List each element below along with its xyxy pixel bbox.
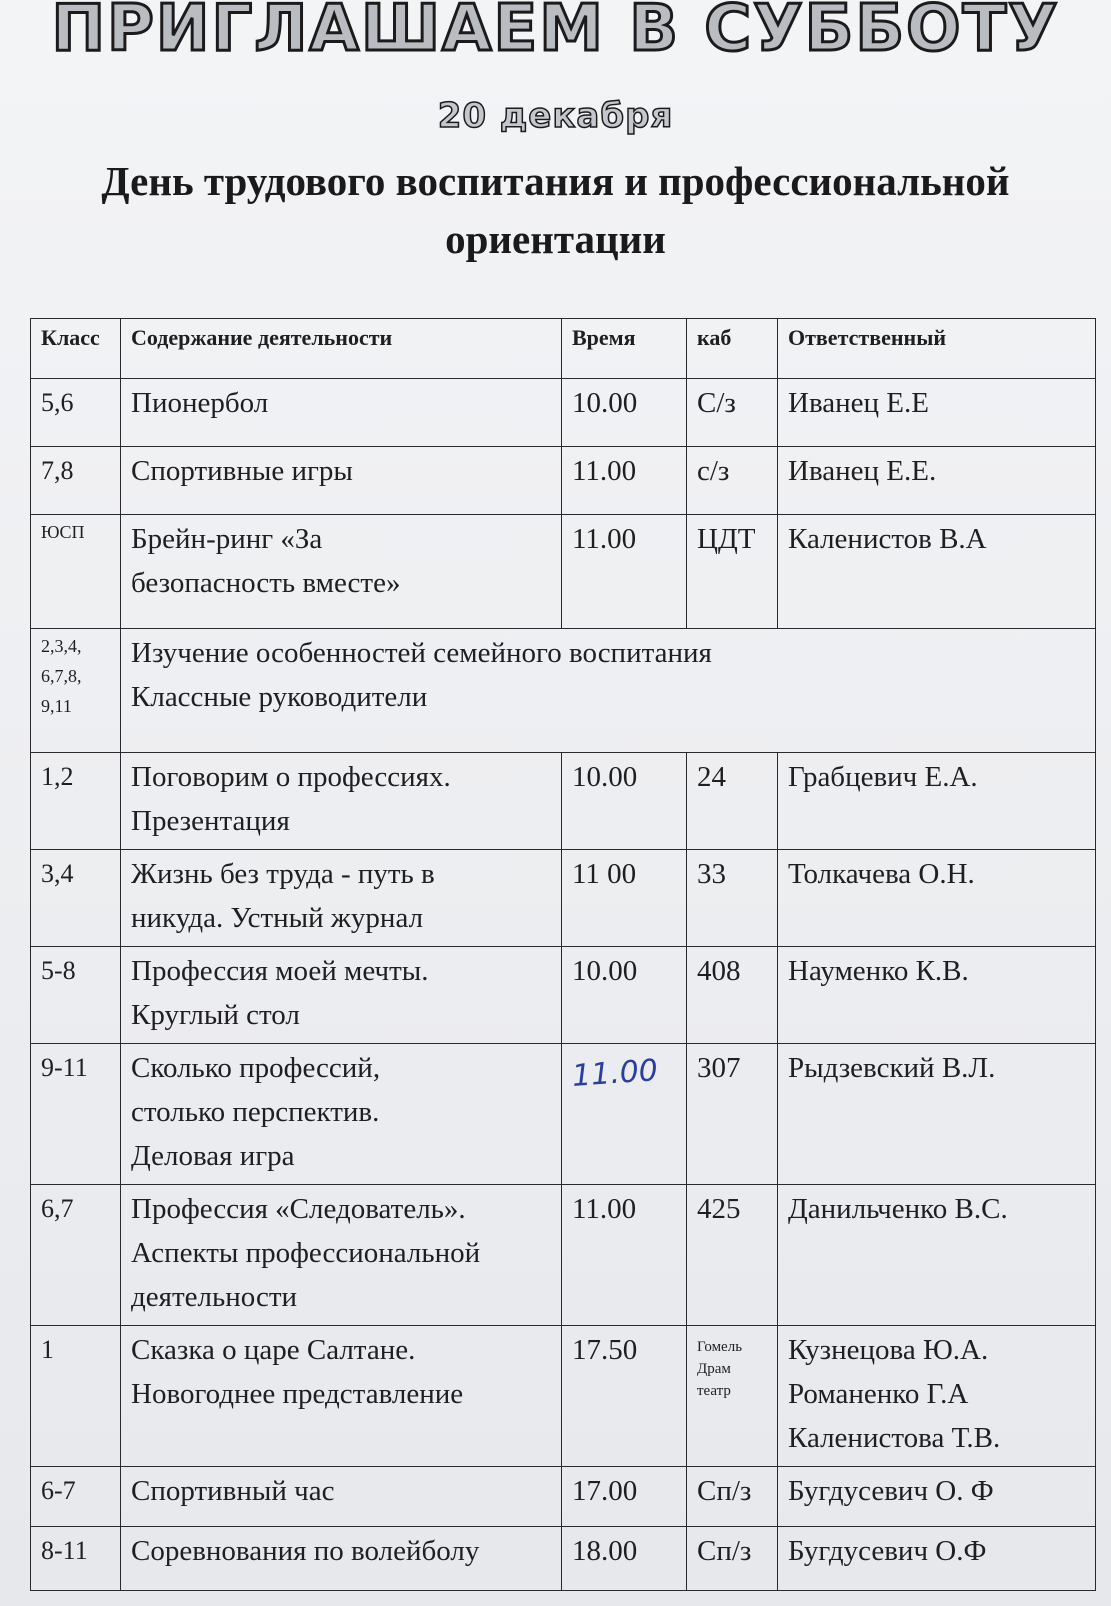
- cell-room: [687, 947, 778, 1044]
- room-text: Сп/з: [697, 1475, 752, 1507]
- responsible-text: Толкачева О.Н.: [788, 858, 975, 890]
- cell-class: [31, 629, 121, 753]
- cell-responsible: [778, 515, 1096, 629]
- responsible-text: Рыдзевский В.Л.: [788, 1052, 996, 1084]
- handwritten-time: 11.00: [570, 1053, 659, 1094]
- column-header-responsible: Ответственный: [778, 319, 1096, 379]
- room-text: с/з: [697, 455, 730, 487]
- activity-text: Поговорим о профессиях.: [131, 761, 451, 793]
- class-text: ЮСП: [41, 522, 85, 542]
- class-text: 5-8: [41, 956, 76, 985]
- cell-time: [562, 1527, 687, 1591]
- activity-text: Сказка о царе Салтане.: [131, 1334, 416, 1366]
- table-row: [31, 1185, 1096, 1326]
- class-text: 6-7: [41, 1476, 76, 1505]
- cell-class: [31, 1185, 121, 1326]
- table-header-row: [31, 319, 1096, 379]
- cell-time: [562, 1044, 687, 1185]
- cell-class: [31, 515, 121, 629]
- cell-responsible: [778, 447, 1096, 515]
- cell-class: [31, 753, 121, 850]
- cell-activity: [121, 850, 562, 947]
- cell-time: [562, 447, 687, 515]
- cell-activity: [121, 447, 562, 515]
- cell-time: [562, 1467, 687, 1527]
- activity-text: никуда. Устный журнал: [131, 902, 424, 934]
- activity-text: Изучение особенностей семейного воспитания: [131, 637, 712, 669]
- responsible-text: Иванец Е.Е.: [788, 455, 937, 487]
- cell-responsible: [778, 1527, 1096, 1591]
- class-text: 2,3,4,: [41, 636, 82, 656]
- activity-text: Презентация: [131, 805, 290, 837]
- cell-time: [562, 947, 687, 1044]
- title-line-2: ориентации: [445, 216, 666, 262]
- activity-text: Спортивный час: [131, 1475, 335, 1507]
- responsible-text: Каленистов В.А: [788, 523, 987, 555]
- cell-activity: [121, 1467, 562, 1527]
- table-row: [31, 1467, 1096, 1527]
- responsible-text: Иванец Е.Е: [788, 387, 929, 419]
- responsible-text: Бугдусевич О. Ф: [788, 1475, 994, 1507]
- table-row: [31, 629, 1096, 753]
- room-text: театр: [697, 1383, 731, 1399]
- cell-class: [31, 947, 121, 1044]
- time-text: 11.00: [572, 455, 637, 487]
- activity-text: деятельности: [131, 1281, 298, 1313]
- class-text: 5,6: [41, 388, 74, 417]
- time-text: 10.00: [572, 761, 638, 793]
- column-header-time: Время: [562, 319, 687, 379]
- class-text: 7,8: [41, 456, 74, 485]
- event-title: [0, 152, 1111, 268]
- room-text: 425: [697, 1193, 741, 1225]
- activity-text: Спортивные игры: [131, 455, 353, 487]
- table-row: [31, 947, 1096, 1044]
- cell-activity: [121, 1185, 562, 1326]
- activity-text: Деловая игра: [131, 1140, 295, 1172]
- cell-activity: [121, 753, 562, 850]
- table-row: [31, 753, 1096, 850]
- table-row: [31, 447, 1096, 515]
- class-text: 1: [41, 1335, 54, 1364]
- class-text: 8-11: [41, 1536, 88, 1565]
- activity-text: безопасность вместе»: [131, 567, 401, 599]
- cell-responsible: [778, 1044, 1096, 1185]
- class-text: 6,7: [41, 1194, 74, 1223]
- cell-room: [687, 379, 778, 447]
- cell-responsible: [778, 947, 1096, 1044]
- activity-text: Пионербол: [131, 387, 269, 419]
- responsible-text: Кузнецова Ю.А.: [788, 1334, 989, 1366]
- cell-class: [31, 1044, 121, 1185]
- cell-room: [687, 1467, 778, 1527]
- table-row: [31, 1326, 1096, 1467]
- time-text: 10.00: [572, 955, 638, 987]
- activity-text: столько перспектив.: [131, 1096, 380, 1128]
- cell-responsible: [778, 1467, 1096, 1527]
- responsible-text: Науменко К.В.: [788, 955, 969, 987]
- room-text: 33: [697, 858, 726, 890]
- cell-activity: [121, 629, 1096, 753]
- cell-room: [687, 850, 778, 947]
- class-text: 9-11: [41, 1053, 88, 1082]
- time-text: 17.50: [572, 1334, 638, 1366]
- cell-activity: [121, 379, 562, 447]
- class-text: 1,2: [41, 762, 74, 791]
- cell-time: [562, 1185, 687, 1326]
- room-text: 408: [697, 955, 741, 987]
- cell-responsible: [778, 1185, 1096, 1326]
- cell-activity: [121, 947, 562, 1044]
- class-text: 3,4: [41, 859, 74, 888]
- headline: ПРИГЛАШАЕМ В СУББОТУ: [51, 0, 1060, 66]
- class-text: 6,7,8,: [41, 666, 82, 686]
- activity-text: Круглый стол: [131, 999, 300, 1031]
- cell-room: [687, 1185, 778, 1326]
- column-header-activity: Содержание деятельности: [121, 319, 562, 379]
- cell-room: [687, 1527, 778, 1591]
- room-text: Драм: [697, 1361, 731, 1377]
- cell-room: [687, 1326, 778, 1467]
- time-text: 17.00: [572, 1475, 638, 1507]
- time-text: 11.00: [572, 523, 637, 555]
- room-text: С/з: [697, 387, 736, 419]
- cell-class: [31, 1527, 121, 1591]
- activity-text: Брейн-ринг «За: [131, 523, 323, 555]
- cell-class: [31, 1467, 121, 1527]
- activity-text: Новогоднее представление: [131, 1378, 464, 1410]
- cell-activity: [121, 515, 562, 629]
- cell-activity: [121, 1326, 562, 1467]
- cell-class: [31, 1326, 121, 1467]
- activity-text: Соревнования по волейболу: [131, 1535, 480, 1567]
- cell-activity: [121, 1527, 562, 1591]
- cell-time: [562, 515, 687, 629]
- responsible-text: Данильченко В.С.: [788, 1193, 1008, 1225]
- room-text: Сп/з: [697, 1535, 752, 1567]
- class-text: 9,11: [41, 696, 72, 716]
- room-text: 307: [697, 1052, 741, 1084]
- cell-class: [31, 447, 121, 515]
- cell-activity: [121, 1044, 562, 1185]
- column-header-room: каб: [687, 319, 778, 379]
- room-text: ЦДТ: [697, 523, 756, 555]
- cell-room: [687, 447, 778, 515]
- table-row: [31, 1044, 1096, 1185]
- event-date: 20 декабря: [437, 96, 674, 136]
- time-text: 11.00: [572, 1193, 637, 1225]
- table-row: [31, 850, 1096, 947]
- cell-room: [687, 753, 778, 850]
- cell-responsible: [778, 379, 1096, 447]
- cell-room: [687, 1044, 778, 1185]
- responsible-text: Бугдусевич О.Ф: [788, 1535, 987, 1567]
- room-text: Гомель: [697, 1339, 743, 1355]
- activity-text: Классные руководители: [131, 681, 428, 713]
- schedule-table: [30, 318, 1096, 1591]
- responsible-text: Каленистова Т.В.: [788, 1422, 1001, 1454]
- time-text: 18.00: [572, 1535, 638, 1567]
- activity-text: Сколько профессий,: [131, 1052, 381, 1084]
- activity-text: Профессия моей мечты.: [131, 955, 429, 987]
- title-line-1: День трудового воспитания и профессиональной: [101, 158, 1010, 204]
- activity-text: Жизнь без труда - путь в: [131, 858, 435, 890]
- responsible-text: Романенко Г.А: [788, 1378, 969, 1410]
- cell-responsible: [778, 753, 1096, 850]
- cell-responsible: [778, 850, 1096, 947]
- table-row: [31, 379, 1096, 447]
- cell-time: [562, 1326, 687, 1467]
- responsible-text: Грабцевич Е.А.: [788, 761, 978, 793]
- cell-time: [562, 753, 687, 850]
- table-row: [31, 1527, 1096, 1591]
- room-text: 24: [697, 761, 726, 793]
- time-text: 11 00: [572, 858, 637, 890]
- cell-class: [31, 379, 121, 447]
- table-row: [31, 515, 1096, 629]
- cell-class: [31, 850, 121, 947]
- cell-room: [687, 515, 778, 629]
- column-header-class: Класс: [31, 319, 121, 379]
- activity-text: Профессия «Следователь».: [131, 1193, 466, 1225]
- cell-time: [562, 379, 687, 447]
- time-text: 10.00: [572, 387, 638, 419]
- cell-time: [562, 850, 687, 947]
- activity-text: Аспекты профессиональной: [131, 1237, 481, 1269]
- cell-responsible: [778, 1326, 1096, 1467]
